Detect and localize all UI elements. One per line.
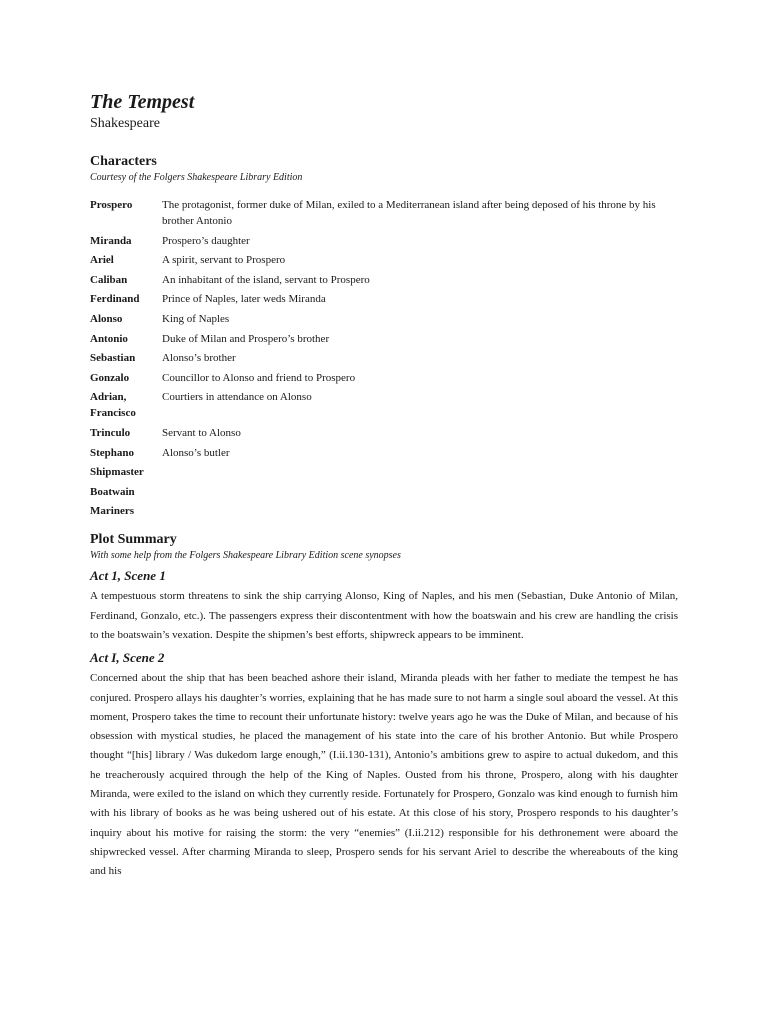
- character-row: [90, 445, 678, 461]
- character-name: Alonso: [90, 312, 123, 325]
- character-row: [90, 389, 678, 421]
- scene-heading: Act 1, Scene 1: [90, 568, 166, 584]
- character-row: [90, 233, 678, 249]
- character-description: Prospero’s daughter: [162, 234, 250, 247]
- character-name: Gonzalo: [90, 371, 130, 384]
- character-name: Miranda: [90, 234, 132, 247]
- character-row: [90, 197, 678, 229]
- character-description: Prince of Naples, later weds Miranda: [162, 293, 326, 306]
- character-row: [90, 291, 678, 307]
- character-name: Shipmaster: [90, 466, 144, 479]
- character-row: [90, 425, 678, 441]
- document-author: Shakespeare: [90, 116, 160, 131]
- character-name: Caliban: [90, 273, 128, 286]
- plot-section: [90, 531, 678, 881]
- document-title: The Tempest: [90, 91, 195, 113]
- character-name: Antonio: [90, 332, 128, 345]
- character-row: [90, 252, 678, 268]
- character-name: Boatwain: [90, 485, 135, 498]
- character-row: [90, 370, 678, 386]
- scene-summary: A tempestuous storm threatens to sink the ship carrying Alonso, King of Naples, and his men (Sebastian, Duke Antonio of Milan, Ferdinand, Gonzalo, etc.). The passengers express their discontentment with how the boatswain and his crew are handling the crisis to the boatswain’s vexation. Despite the shipmen’s best efforts, shipwreck appears to be imminent.: [90, 590, 678, 641]
- character-description: Servant to Alonso: [162, 426, 241, 439]
- character-row: [90, 311, 678, 327]
- character-name: Sebastian: [90, 352, 136, 365]
- character-name: Ferdinand: [90, 293, 140, 306]
- character-description: An inhabitant of the island, servant to Prospero: [162, 273, 370, 286]
- character-name: Adrian, Francisco: [90, 391, 136, 420]
- character-row: [90, 350, 678, 366]
- character-description: Alonso’s brother: [162, 352, 236, 365]
- character-row: [90, 331, 678, 347]
- scene-heading: Act I, Scene 2: [90, 650, 165, 666]
- character-name: Trinculo: [90, 426, 131, 439]
- character-row: [90, 503, 678, 519]
- character-name: Prospero: [90, 199, 133, 211]
- character-description: Duke of Milan and Prospero’s brother: [162, 332, 330, 345]
- characters-heading: Characters: [90, 154, 157, 169]
- character-description: A spirit, servant to Prospero: [162, 254, 286, 267]
- character-list: [90, 197, 678, 519]
- character-description: King of Naples: [162, 312, 230, 325]
- characters-subheading: Courtesy of the Folgers Shakespeare Library Edition: [90, 172, 303, 183]
- character-row: [90, 272, 678, 288]
- character-description: Councillor to Alonso and friend to Prospero: [162, 371, 356, 384]
- character-name: Stephano: [90, 446, 135, 459]
- plot-heading: Plot Summary: [90, 532, 177, 548]
- character-row: [90, 464, 678, 480]
- scene-summary: Concerned about the ship that has been beached ashore their island, Miranda pleads with her father to mediate the tempest he has conjured. Prospero allays his daughter’s worries, explaining that he has made sure to not harm a single soul aboard the vessel. At this moment, Prospero takes the time to recount their unfortunate history: twelve years ago he was the Duke of Milan, and because of his obsession with mystical studies, he placed the management of his state into the care of his brother Antonio. But while Prospero thought “[his] library / Was dukedom large enough,” (I.ii.130-131), Antonio’s ambitions grew to aspire to actual dukedom, and this he treacherously acquired through the help of the King of Naples. Ousted from his throne, Prospero, along with his daughter Miranda, were exiled to the island on which they currently reside. Fortunately for Prospero, Gonzalo was kind enough to furnish him with his library of books as he was being ushered out of his estate. At this close of his story, Prospero responds to his daughter’s inquiry about his motive for raising the storm: the very “enemies” (I.ii.212) responsible for his dethronement were aboard the shipwrecked vessel. After charming Miranda to sleep, Prospero sends for his servant Ariel to describe the whereabouts of the king and his: [90, 672, 678, 878]
- characters-section: [90, 153, 678, 519]
- character-description: The protagonist, former duke of Milan, exiled to a Mediterranean island after being deposed of his throne by his brother Antonio: [162, 199, 656, 227]
- character-description: Courtiers in attendance on Alonso: [162, 391, 312, 404]
- plot-subheading: With some help from the Folgers Shakespeare Library Edition scene synopses: [90, 550, 401, 562]
- character-name: Mariners: [90, 505, 134, 518]
- character-row: [90, 484, 678, 500]
- character-name: Ariel: [90, 254, 114, 267]
- character-description: Alonso’s butler: [162, 446, 230, 459]
- scene-list: [90, 567, 678, 881]
